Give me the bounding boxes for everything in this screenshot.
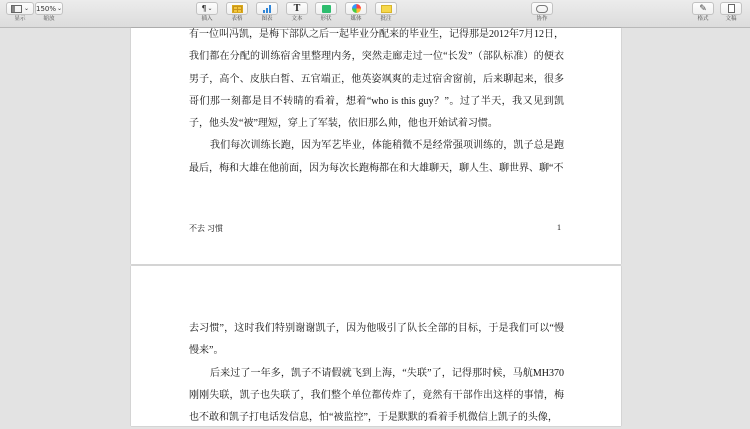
zoom-button[interactable] bbox=[35, 2, 63, 15]
collaborate-icon bbox=[536, 5, 548, 13]
document-tool[interactable] bbox=[720, 2, 742, 23]
media-icon bbox=[352, 4, 361, 13]
comment-icon bbox=[381, 5, 392, 13]
paragraph[interactable]: 去习惯”，这时我们特别谢谢凯子，因为他吸引了队长全部的目标，于是我们可以“慢慢来”。 bbox=[189, 323, 564, 357]
shape-tool[interactable] bbox=[315, 2, 337, 23]
shape-button[interactable] bbox=[315, 2, 337, 15]
view-label: 显示 bbox=[14, 16, 26, 22]
paintbrush-icon: ✎ bbox=[699, 3, 707, 14]
zoom-label: 缩放 bbox=[43, 16, 55, 22]
chevron-down-icon: ⌄ bbox=[24, 5, 30, 12]
page-footer-title: 不去 习惯 bbox=[189, 224, 223, 233]
table-tool[interactable] bbox=[226, 2, 248, 23]
chart-tool[interactable] bbox=[256, 2, 278, 23]
insert-menu[interactable] bbox=[196, 2, 218, 23]
zoom-menu[interactable] bbox=[35, 2, 63, 23]
insert-button[interactable] bbox=[196, 2, 218, 15]
format-button[interactable] bbox=[692, 2, 714, 15]
zoom-value: 150% bbox=[35, 4, 56, 13]
document-page-2[interactable] bbox=[131, 266, 621, 426]
page-1-body[interactable] bbox=[189, 24, 564, 180]
insert-label: 插入 bbox=[201, 16, 213, 22]
text-tool[interactable] bbox=[286, 2, 308, 23]
paragraph[interactable]: 我们每次训练长跑，因为军艺毕业，体能稍微不是经常强项训练的，凯子总是跑最后，梅和大雄在他前面，因为每次长跑梅都在和大雄聊天，聊人生、聊世界、聊“不 bbox=[189, 140, 564, 174]
document-label: 文稿 bbox=[725, 16, 737, 22]
shape-label: 形状 bbox=[320, 16, 332, 22]
page-2-body[interactable] bbox=[189, 318, 564, 429]
comment-button[interactable] bbox=[375, 2, 397, 15]
format-label: 格式 bbox=[697, 16, 709, 22]
table-button[interactable] bbox=[226, 2, 248, 15]
document-button[interactable] bbox=[720, 2, 742, 15]
format-tool[interactable] bbox=[692, 2, 714, 23]
shape-icon bbox=[322, 5, 331, 13]
document-icon bbox=[728, 4, 735, 13]
view-button[interactable] bbox=[6, 2, 34, 15]
page-number: 1 bbox=[557, 223, 561, 232]
collaborate-button[interactable] bbox=[531, 2, 553, 15]
collaborate-tool[interactable] bbox=[531, 2, 553, 23]
paragraph[interactable]: 有一位叫冯凯，是梅下部队之后一起毕业分配来的毕业生，记得那是2012年7月12日，我们都在分配的训练宿舍里整理内务，突然走廊走过一位“长发”（部队标准）的便衣男子，高个、皮肤白皙、五官端正，他英姿飒爽的走过宿舍窗前，后来聊起来，很多哥们那一刻都是目不转睛的看着，想着“who is this guy？”。过了半天，我又见到凯子，他头发“被”理短，穿上了军装，依旧那么帅，他也开始试着习惯。 bbox=[189, 29, 564, 130]
media-button[interactable] bbox=[345, 2, 367, 15]
paragraph[interactable]: 后来过了一年多，凯子不请假就飞到上海，“失联”了，记得那时候，马航MH370刚刚失联，凯子也失联了，我们整个单位都传炸了，竟然有干部作出这样的事情，梅也不敢和凯子打电话发信息，怕“被监控”，于是默默的看着手机微信上凯子的头像， bbox=[189, 367, 564, 424]
text-button[interactable] bbox=[286, 2, 308, 15]
chevron-down-icon: ⌄ bbox=[57, 5, 63, 12]
chart-label: 图表 bbox=[261, 16, 273, 22]
table-icon bbox=[232, 5, 243, 13]
table-label: 表格 bbox=[231, 16, 243, 22]
chevron-down-icon: ⌄ bbox=[207, 5, 213, 12]
bar-chart-icon bbox=[263, 5, 271, 13]
comment-tool[interactable] bbox=[375, 2, 397, 23]
chart-button[interactable] bbox=[256, 2, 278, 15]
text-icon: T bbox=[293, 3, 301, 14]
sidebar-view-icon bbox=[11, 5, 22, 13]
text-label: 文本 bbox=[291, 16, 303, 22]
media-label: 媒体 bbox=[350, 16, 362, 22]
collaborate-label: 协作 bbox=[536, 16, 548, 22]
document-page-1[interactable] bbox=[131, 28, 621, 264]
media-tool[interactable] bbox=[345, 2, 367, 23]
view-menu[interactable] bbox=[6, 2, 34, 23]
paragraph-icon: ¶ bbox=[201, 4, 207, 13]
comment-label: 批注 bbox=[380, 16, 392, 22]
